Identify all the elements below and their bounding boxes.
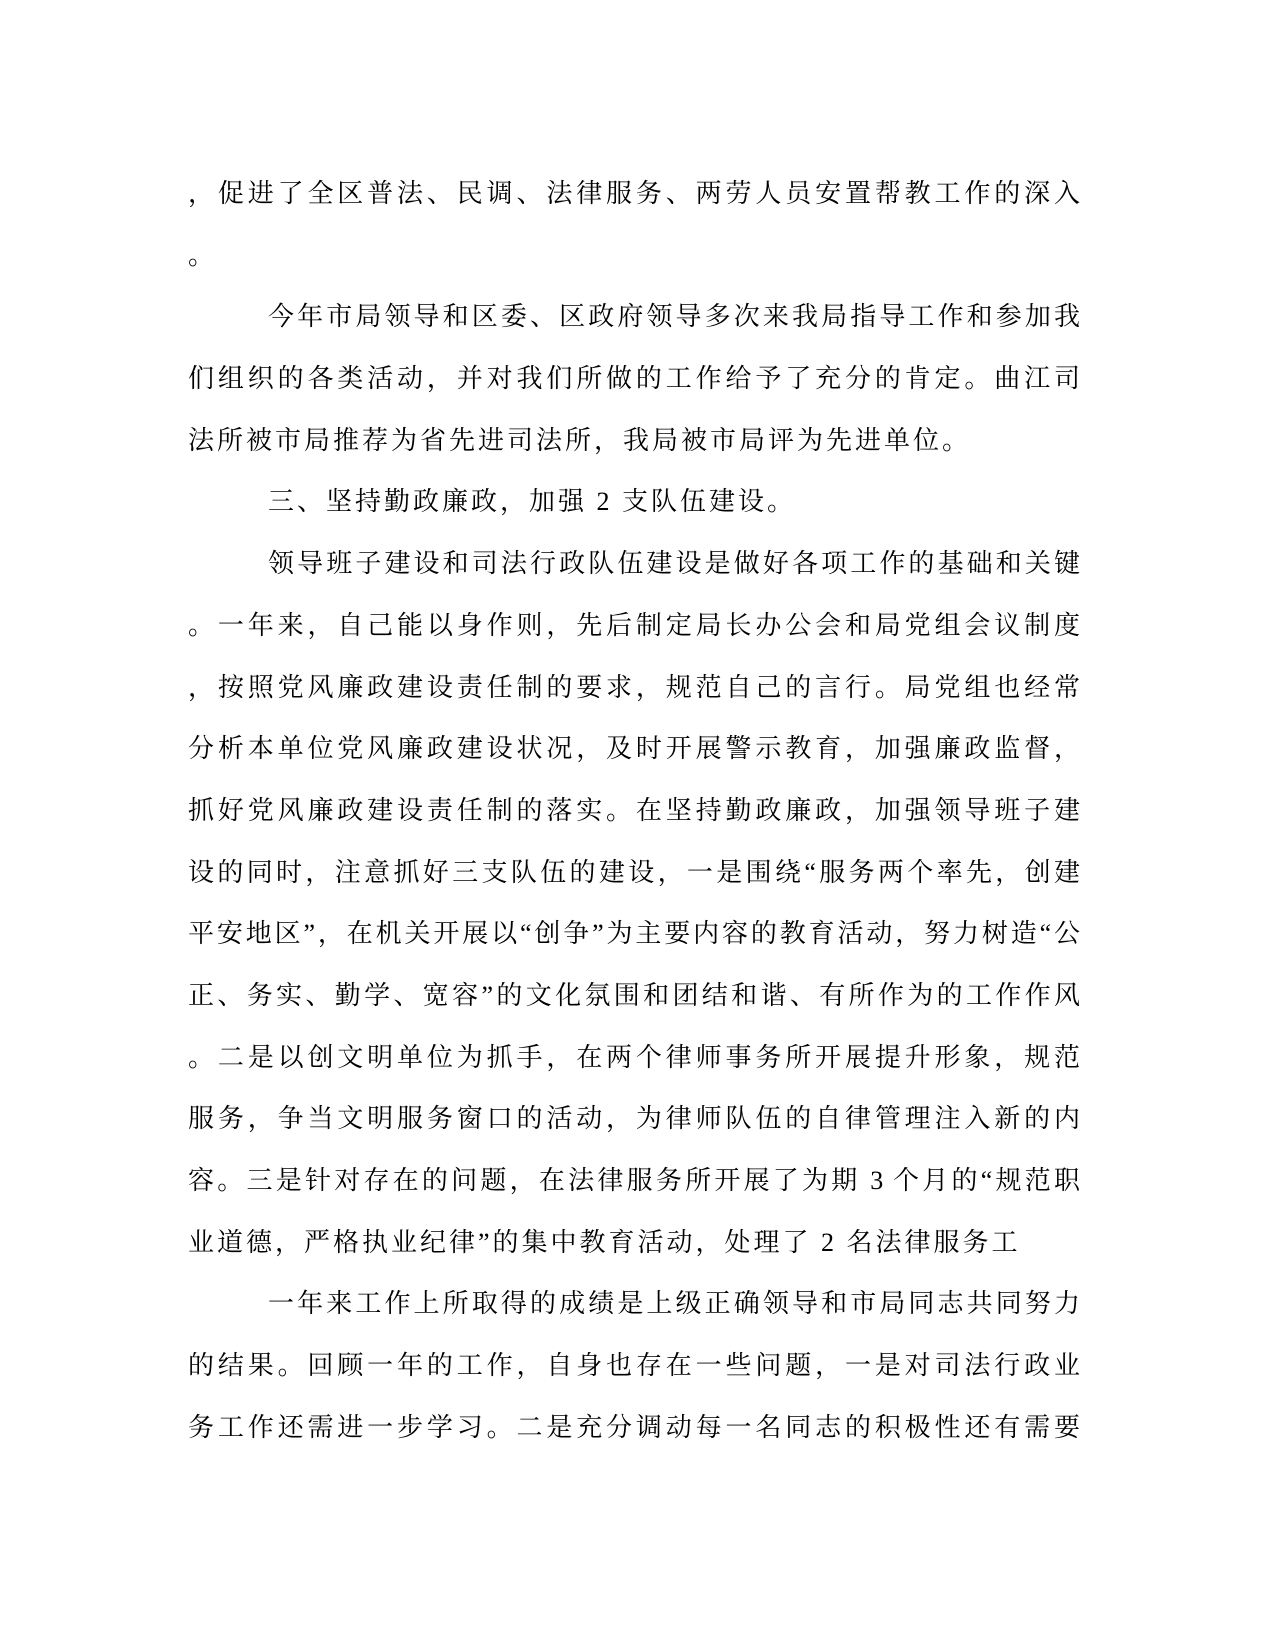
text-line: 抓好党风廉政建设责任制的落实。在坚持勤政廉政，加强领导班子建 [188, 795, 1080, 825]
text-line: 容。三是针对存在的问题，在法律服务所开展了为期 3 个月的“规范职 [188, 1166, 1080, 1195]
text-line: 三、坚持勤政廉政，加强 2 支队伍建设。 [268, 487, 797, 517]
text-line: 们组织的各类活动，并对我们所做的工作给予了充分的肯定。曲江司 [188, 364, 1080, 394]
text-line: ，促进了全区普法、民调、法律服务、两劳人员安置帮教工作的深入 [188, 179, 1080, 208]
text-line: 平安地区”，在机关开展以“创争”为主要内容的教育活动，努力树造“公 [188, 919, 1080, 949]
text-line: 服务，争当文明服务窗口的活动，为律师队伍的自律管理注入新的内 [188, 1104, 1080, 1134]
text-line: ，按照党风廉政建设责任制的要求，规范自己的言行。局党组也经常 [188, 672, 1080, 702]
text-line: 业道德，严格执业纪律”的集中教育活动，处理了 2 名法律服务工 [188, 1227, 1021, 1257]
document-body [188, 163, 1080, 1458]
text-line: 分析本单位党风廉政建设状况，及时开展警示教育，加强廉政监督， [188, 734, 1080, 764]
text-line: 法所被市局推荐为省先进司法所，我局被市局评为先进单位。 [188, 425, 972, 455]
text-line: 务工作还需进一步学习。二是充分调动每一名同志的积极性还有需要 [188, 1412, 1080, 1442]
text-line: 正、务实、勤学、宽容”的文化氛围和团结和谐、有所作为的工作作风 [188, 980, 1080, 1010]
text-line: 。 [188, 240, 218, 270]
text-line: 设的同时，注意抓好三支队伍的建设，一是围绕“服务两个率先，创建 [188, 857, 1080, 887]
text-line: 的结果。回顾一年的工作，自身也存在一些问题，一是对司法行政业 [188, 1351, 1080, 1381]
text-line: 。二是以创文明单位为抓手，在两个律师事务所开展提升形象，规范 [188, 1042, 1080, 1072]
text-line: 一年来工作上所取得的成绩是上级正确领导和市局同志共同努力 [268, 1289, 1080, 1319]
text-line: 今年市局领导和区委、区政府领导多次来我局指导工作和参加我 [268, 302, 1080, 332]
text-line: 。一年来，自己能以身作则，先后制定局长办公会和局党组会议制度 [188, 610, 1080, 640]
text-line: 领导班子建设和司法行政队伍建设是做好各项工作的基础和关键 [268, 549, 1080, 579]
